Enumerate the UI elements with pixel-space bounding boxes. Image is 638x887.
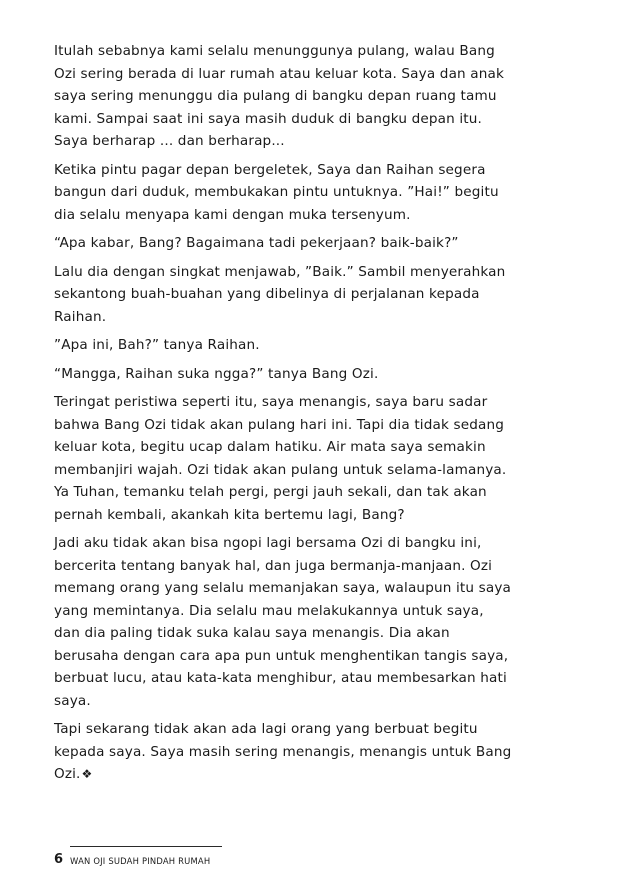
- paragraph: Teringat peristiwa seperti itu, saya menangis, saya baru sadar bahwa Bang Ozi tidak akan pulang hari ini. Tapi dia tidak sedang keluar kota, begitu ucap dalam hatiku. Air mata saya semakin membanjiri wajah. Ozi tidak akan pulang untuk selama-lamanya. Ya Tuhan, temanku telah pergi, pergi jauh sekali, dan tak akan pernah kembali, akankah kita bertemu lagi, Bang?: [54, 394, 507, 523]
- paragraph: “Apa kabar, Bang? Bagaimana tadi pekerjaan? baik-baik?”: [54, 235, 459, 251]
- running-title: WAN OJI SUDAH PINDAH RUMAH: [70, 856, 211, 866]
- paragraph: “Mangga, Raihan suka ngga?” tanya Bang Ozi.: [54, 365, 379, 382]
- page-footer: [54, 846, 222, 868]
- paragraph: Jadi aku tidak akan bisa ngopi lagi bersama Ozi di bangku ini, bercerita tentang banyak hal, dan juga bermanja-manjaan. Ozi memang orang yang selalu memanjakan saya, walaupun itu saya yang memintanya. Dia selalu mau melakukannya untuk saya, dan dia paling tidak suka kalau saya menangis. Dia akan berusaha dengan cara apa pun untuk menghentikan tangis saya, berbuat lucu, atau kata-kata menghibur, atau membesarkan hati saya.: [54, 535, 512, 709]
- body-text: [54, 40, 514, 792]
- paragraph: Lalu dia dengan singkat menjawab, ”Baik.” Sambil menyerahkan sekantong buah-buahan yang dibelinya di perjalanan kepada Raihan.: [54, 263, 506, 325]
- paragraph: ”Apa ini, Bah?” tanya Raihan.: [54, 337, 260, 353]
- section-end-ornament-icon: ❖: [81, 767, 93, 781]
- page-number: 6: [54, 852, 64, 867]
- paragraph: Ketika pintu pagar depan bergeletek, Saya dan Raihan segera bangun dari duduk, membukakan pintu untuknya. ”Hai!” begitu dia selalu menyapa kami dengan muka tersenyum.: [54, 161, 499, 223]
- final-paragraph: [54, 718, 514, 786]
- final-paragraph-text: Tapi sekarang tidak akan ada lagi orang yang berbuat begitu kepada saya. Saya masih sering menangis, menangis untuk Bang Ozi.: [54, 721, 512, 782]
- paragraph: Itulah sebabnya kami selalu menunggunya pulang, walau Bang Ozi sering berada di luar rumah atau keluar kota. Saya dan anak saya sering menunggu dia pulang di bangku depan ruang tamu kami. Sampai saat ini saya masih duduk di bangku depan itu. Saya berharap ... dan berharap...: [54, 43, 505, 149]
- running-title-rule: [70, 846, 222, 868]
